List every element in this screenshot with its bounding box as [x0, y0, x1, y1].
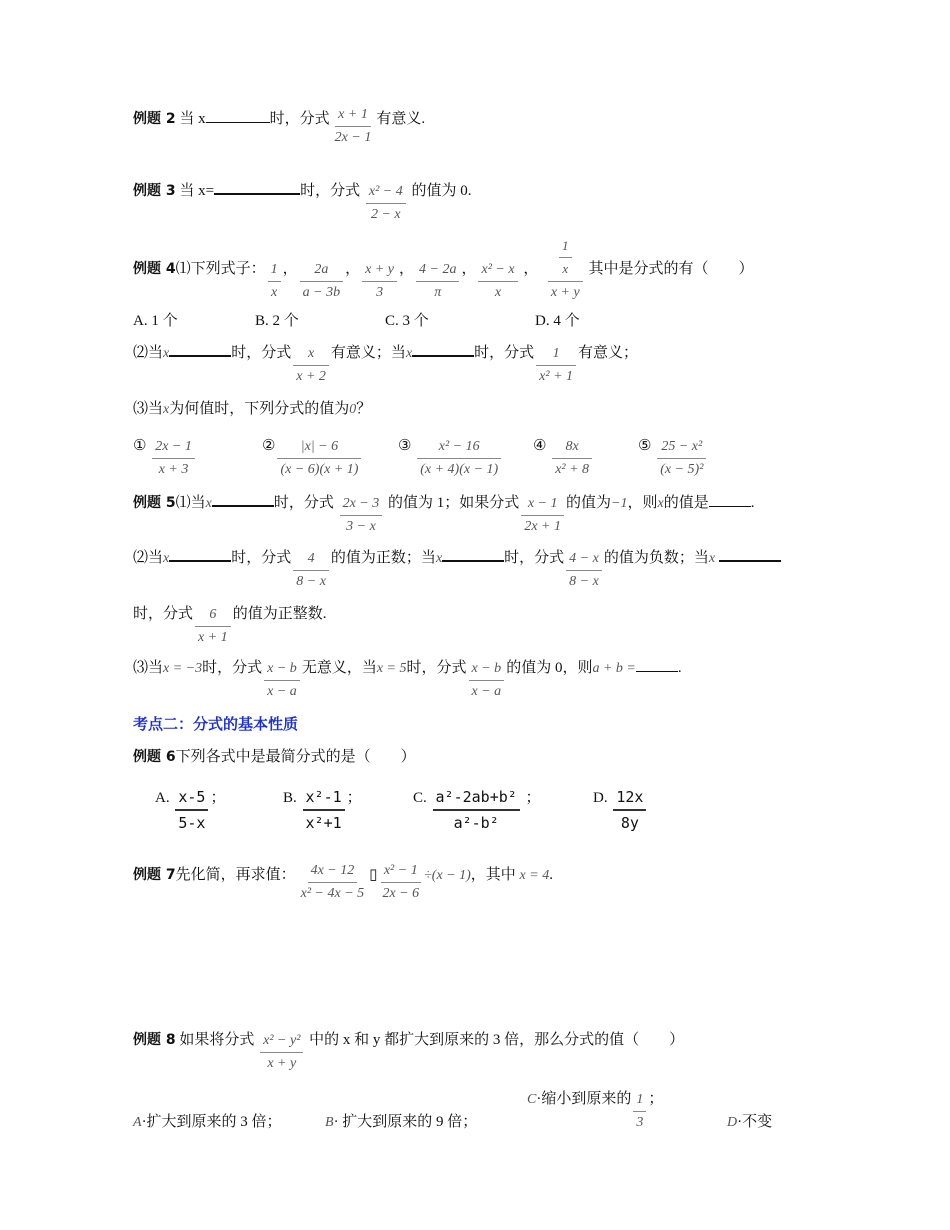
text: ·不变 [737, 1114, 773, 1130]
text: A. [155, 790, 174, 806]
denominator: 3 [376, 285, 384, 300]
math-expression: x = −3 [163, 661, 203, 676]
answer-blank[interactable] [169, 354, 231, 357]
text: 中的 x 和 y 都扩大到原来的 3 倍，那么分式的值（ ） [305, 1032, 685, 1048]
example-label: 例题 5 [133, 495, 176, 511]
numerator: 6 [195, 607, 231, 627]
numerator: 1 [633, 1092, 646, 1112]
denominator: 2x − 1 [334, 130, 372, 145]
line-ex6 [133, 745, 416, 766]
numerator: x²-1 [303, 788, 345, 811]
numerator: |x| − 6 [277, 439, 361, 459]
text: 时，分式 [300, 183, 364, 199]
denominator: x − a [471, 684, 502, 699]
text: 其中是分式的有（ ） [584, 261, 754, 277]
text: 为何值时，下列分式的值为 [169, 401, 350, 417]
denominator: x + y [550, 285, 580, 300]
fraction [152, 439, 195, 478]
text: . [750, 495, 755, 511]
numerator: 2x − 3 [340, 496, 383, 516]
numerator: x² − 4 [366, 184, 406, 204]
circles-option[interactable] [638, 436, 708, 478]
numerator: x − 1 [521, 496, 564, 516]
example-label: 例题 7 [133, 867, 176, 883]
opts8-option[interactable] [325, 1110, 477, 1131]
denominator: 2 − x [370, 207, 401, 222]
denominator: 3 − x [346, 519, 376, 534]
fraction [195, 607, 231, 646]
numerator: x − b [264, 661, 300, 681]
math-expression: x = 4 [519, 868, 550, 883]
answer-blank[interactable] [412, 354, 474, 357]
text: ； [210, 790, 226, 806]
text: ⑤ [638, 438, 656, 454]
text: ④ [533, 438, 551, 454]
denominator: x² + 8 [555, 462, 590, 477]
math-expression: x [708, 551, 716, 566]
numerator: 4 − 2a [416, 262, 459, 282]
denominator: 2x + 1 [524, 519, 561, 534]
text: B. 2 个 [255, 313, 299, 329]
text: 无意义，当 [301, 660, 377, 676]
math-expression: D [727, 1115, 738, 1130]
numerator: 4 − x [566, 551, 602, 571]
math-expression: B [325, 1115, 334, 1130]
numerator [548, 238, 583, 282]
text: ， [282, 261, 298, 277]
fraction [366, 184, 406, 223]
math-expression: x [435, 551, 443, 566]
text: ； [521, 790, 541, 806]
text: . [549, 867, 553, 883]
text: 时，分式 [133, 606, 194, 622]
denominator: 5-x [178, 814, 206, 832]
text: · 扩大到原来的 9 倍； [333, 1114, 478, 1130]
fraction [548, 238, 583, 301]
numerator: x + 1 [335, 107, 371, 127]
opts6-option[interactable] [155, 786, 225, 832]
line-ex4 [133, 238, 753, 301]
text: ⑶当 [133, 660, 164, 676]
text: B. [283, 790, 301, 806]
circles-option[interactable] [133, 436, 197, 478]
circles-option[interactable] [533, 436, 594, 478]
denominator: 3 [636, 1115, 644, 1130]
text: 时，分式 [474, 345, 535, 361]
numerator: x² − y² [260, 1033, 303, 1053]
math-expression: −1 [611, 496, 628, 511]
denominator: π [434, 285, 442, 300]
fraction [536, 346, 576, 385]
line-ex5 [133, 491, 754, 535]
section-heading: 考点二：分式的基本性质 [133, 715, 299, 733]
text: ，其中 [470, 867, 520, 883]
denominator: a²-b² [453, 814, 499, 832]
denominator: x + y [267, 1056, 297, 1071]
line-ex3 [133, 179, 471, 223]
text: 的值是 [663, 495, 709, 511]
numerator: 1 [268, 262, 281, 282]
line-ex5-3 [133, 656, 682, 700]
denominator: 8 − x [569, 574, 599, 589]
numerator: 4 [293, 551, 329, 571]
example-label: 例题 6 [133, 749, 176, 765]
fraction [469, 661, 505, 700]
fraction [478, 262, 517, 301]
example-label: 例题 2 [133, 111, 176, 127]
text: 时，分式 [273, 495, 338, 511]
text: 的值为正数；当 [330, 550, 436, 566]
fraction [362, 262, 397, 301]
answer-blank[interactable] [206, 121, 270, 123]
opts8-option[interactable] [527, 1087, 663, 1131]
denominator: 8 − x [296, 574, 326, 589]
text: ， [399, 261, 415, 277]
math-expression: a + b = [592, 661, 636, 676]
text: 时，分式 [202, 660, 263, 676]
text: ， [345, 261, 361, 277]
text: 时，分式 [231, 345, 292, 361]
fraction [260, 1033, 303, 1072]
answer-blank[interactable] [719, 559, 781, 562]
fraction [298, 863, 368, 902]
opts4-option[interactable] [385, 309, 429, 330]
text: 的值为 1；如果分式 [384, 495, 520, 511]
math-expression: x [163, 551, 170, 566]
text: D. 4 个 [535, 313, 580, 329]
text: . [677, 660, 682, 676]
fraction [293, 346, 329, 385]
answer-blank[interactable] [709, 505, 751, 507]
text: 有意义；当 [330, 345, 406, 361]
denominator: a − 3b [302, 285, 341, 300]
fraction [521, 496, 564, 535]
example-label: 例题 8 [133, 1032, 176, 1048]
fraction [552, 439, 592, 478]
answer-blank[interactable] [212, 504, 274, 507]
math-expression: x [405, 346, 413, 361]
text: ； [648, 1091, 664, 1107]
text: ⑵当 [133, 550, 164, 566]
text: ，则 [627, 495, 658, 511]
numerator: 12x [613, 788, 646, 811]
example-label: 例题 3 [133, 183, 176, 199]
numerator: 25 − x² [657, 439, 706, 459]
numerator: a²-2ab+b² [433, 788, 520, 811]
text: 如果将分式 [175, 1032, 259, 1048]
denominator: x² − 4x − 5 [300, 886, 365, 901]
fraction [268, 262, 281, 301]
text: ① [133, 438, 151, 454]
text: 当 x [175, 111, 206, 127]
opts4-option[interactable] [255, 309, 299, 330]
denominator: (x + 4)(x − 1) [420, 462, 499, 477]
opts6-option[interactable] [283, 786, 362, 832]
line-ex2 [133, 107, 425, 146]
numerator: x² − 16 [417, 439, 501, 459]
numerator: 1 [559, 238, 572, 258]
numerator: x + y [362, 262, 397, 282]
denominator: 2x − 6 [382, 886, 420, 901]
text: 先化简，再求值： [175, 867, 296, 883]
numerator: 8x [552, 439, 592, 459]
fraction [277, 439, 361, 478]
fraction [657, 439, 706, 478]
line-ex4-3 [133, 397, 371, 418]
text: 有意义. [376, 111, 426, 127]
circles-option[interactable] [262, 436, 363, 478]
fraction [175, 788, 208, 832]
line-ex4-2 [133, 341, 638, 385]
circles-option[interactable] [398, 436, 503, 478]
math-expression: C [527, 1092, 537, 1107]
line-ex5-2b [133, 602, 326, 646]
text: 有意义； [578, 345, 639, 361]
text: C. 3 个 [385, 313, 429, 329]
text: 当 x= [175, 183, 215, 199]
text: ·扩大到原来的 3 倍； [141, 1114, 282, 1130]
text: C. [413, 790, 431, 806]
text: 的值为 [565, 495, 611, 511]
answer-blank[interactable] [636, 670, 678, 672]
text: ·缩小到原来的 [536, 1091, 632, 1107]
fraction [303, 788, 345, 832]
text: ， [461, 261, 477, 277]
denominator: (x − 6)(x + 1) [280, 462, 359, 477]
fraction [416, 262, 459, 301]
text: ； [346, 790, 362, 806]
text: 的值为正整数. [232, 606, 327, 622]
math-expression: x [657, 496, 664, 511]
fraction [566, 551, 602, 590]
line-heading [133, 713, 298, 734]
denominator: x + 2 [296, 369, 326, 384]
text: 时，分式 [504, 550, 565, 566]
denominator: 8y [620, 814, 639, 832]
fraction [633, 1092, 646, 1131]
denominator: x²+1 [305, 814, 342, 832]
numerator: x² − x [478, 262, 517, 282]
text: A. 1 个 [133, 313, 178, 329]
text: ⑶当 [133, 401, 164, 417]
denominator: x + 1 [198, 630, 228, 645]
fraction [559, 238, 572, 277]
denominator: (x − 5)² [660, 462, 704, 477]
math-expression: x [163, 346, 170, 361]
opts8-option[interactable] [133, 1110, 282, 1131]
math-expression: 0 [349, 402, 357, 417]
fraction [379, 863, 422, 902]
denominator: x + 3 [158, 462, 189, 477]
fraction [264, 661, 300, 700]
text: ▯ [369, 867, 378, 883]
denominator: x [562, 261, 569, 276]
text: 的值为 0，则 [506, 660, 593, 676]
text: ⑴下列式子： [175, 261, 266, 277]
text: 下列各式中是最简分式的是（ ） [175, 749, 416, 765]
answer-blank[interactable] [442, 559, 504, 562]
text: ⑴当 [175, 495, 206, 511]
example-label: 例题 4 [133, 261, 176, 277]
denominator: x² + 1 [539, 369, 574, 384]
fraction [417, 439, 501, 478]
text: 时，分式 [406, 660, 467, 676]
math-expression: x [205, 496, 212, 511]
text: ， [519, 261, 546, 277]
numerator: 4x − 12 [308, 863, 358, 883]
text: 的值为负数；当 [603, 550, 709, 566]
opts6-option[interactable] [413, 786, 541, 832]
line-ex8 [133, 1028, 684, 1072]
numerator: x − b [469, 661, 505, 681]
denominator: x [494, 285, 502, 300]
fraction [293, 551, 329, 590]
fraction [332, 107, 375, 146]
denominator: x − a [267, 684, 297, 699]
text: ⑵当 [133, 345, 164, 361]
numerator: 1 [536, 346, 576, 366]
opts6-option[interactable] [593, 788, 648, 832]
text: 时，分式 [269, 111, 330, 127]
denominator: x [271, 285, 278, 300]
text: D. [593, 790, 612, 806]
text: ② [262, 438, 276, 454]
numerator: x² − 1 [381, 863, 421, 883]
numerator: 2x − 1 [152, 439, 195, 459]
math-expression: x [163, 402, 170, 417]
answer-blank[interactable] [169, 559, 231, 562]
text: ③ [398, 438, 416, 454]
text: ？ [356, 401, 372, 417]
line-ex5-2 [133, 546, 781, 590]
text: 时，分式 [231, 550, 292, 566]
math-expression: x = 5 [376, 661, 407, 676]
fraction [300, 262, 343, 301]
math-expression: A [133, 1115, 142, 1130]
fraction [613, 788, 646, 832]
opts8-option[interactable] [727, 1110, 772, 1131]
fraction [340, 496, 383, 535]
numerator: x [293, 346, 329, 366]
opts4-option[interactable] [133, 309, 178, 330]
fraction [433, 788, 520, 832]
text: 的值为 0. [407, 183, 472, 199]
line-ex7 [133, 863, 553, 902]
answer-blank[interactable] [214, 192, 300, 195]
numerator: 2a [300, 262, 343, 282]
numerator: x-5 [175, 788, 208, 811]
opts4-option[interactable] [535, 309, 580, 330]
math-expression: ÷(x − 1) [424, 868, 471, 883]
